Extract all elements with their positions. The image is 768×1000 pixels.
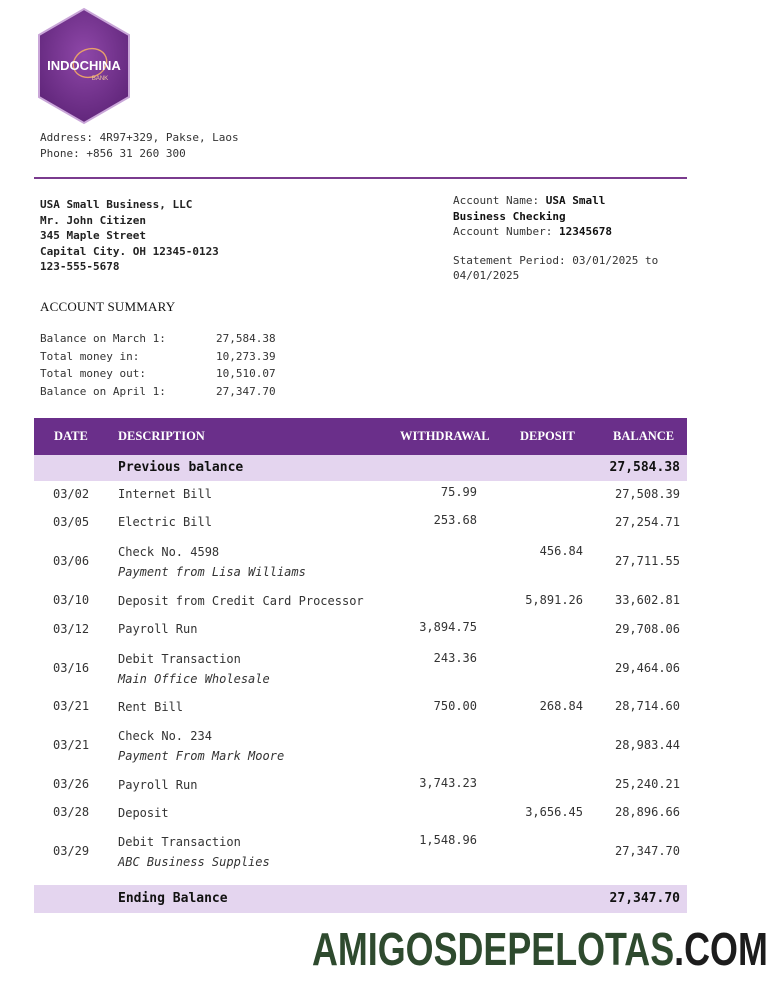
bank-contact [40,130,239,162]
row-balance: 29,708.06 [614,622,680,636]
header-divider [34,177,687,179]
row-date: 03/21 [53,699,90,713]
ending-balance-row [34,885,687,913]
previous-balance-label: Previous balance [118,460,244,475]
row-date: 03/10 [53,593,90,607]
ending-balance-value: 27,347.70 [609,891,680,906]
bank-logo-sub: BANK [91,76,109,82]
watermark [312,922,768,976]
header-balance: BALANCE [613,429,675,443]
customer-line: USA Small Business, LLC [40,198,193,211]
previous-balance-row [34,455,687,481]
summary-label: Total money out: [40,367,146,380]
summary-value: 10,273.39 [216,349,276,363]
row-description-detail: Payment from Lisa Williams [118,565,306,579]
row-deposit: 3,656.45 [525,805,583,819]
row-balance: 27,254.71 [614,515,680,529]
summary-value: 27,584.38 [216,332,276,345]
row-description-detail: ABC Business Supplies [118,855,270,869]
row-balance: 28,983.44 [614,738,680,752]
row-date: 03/05 [53,515,90,529]
row-description: Internet Bill [118,487,212,501]
customer-line: Capital City. OH 12345-0123 [40,244,219,258]
account-name-label: Account Name: [453,194,540,207]
row-description: Debit Transaction [118,835,241,849]
account-number-label: Account Number: [453,225,553,238]
row-withdrawal: 3,894.75 [419,620,477,634]
row-balance: 28,714.60 [614,699,680,713]
account-name-value: USA Small [545,194,606,207]
header-date: DATE [54,429,88,443]
customer-line: Mr. John Citizen [40,213,146,227]
row-description: Payroll Run [118,778,198,792]
row-date: 03/12 [53,622,90,636]
row-description: Debit Transaction [118,652,241,666]
row-description: Deposit [118,806,169,820]
row-description-detail: Payment From Mark Moore [118,749,285,763]
row-deposit: 5,891.26 [525,593,583,607]
account-summary [40,330,276,400]
row-balance: 27,711.55 [614,554,680,568]
summary-label: Total money in: [40,349,140,363]
summary-value: 10,510.07 [216,367,276,380]
row-deposit: 456.84 [539,544,583,558]
header-deposit: DEPOSIT [520,429,575,443]
row-date: 03/06 [53,554,90,568]
table-header [34,418,687,455]
row-withdrawal: 750.00 [433,699,477,713]
bank-logo-text: INDOCHINA [47,58,121,73]
row-balance: 27,347.70 [614,844,680,858]
account-info [453,193,693,284]
row-balance: 25,240.21 [614,777,680,791]
row-balance: 27,508.39 [614,487,680,501]
row-withdrawal: 75.99 [440,485,477,499]
watermark-main: AMIGOSDEPELOTAS [312,923,675,975]
row-withdrawal: 3,743.23 [419,776,477,790]
header-description: DESCRIPTION [118,429,205,443]
account-name-value-2: Business Checking [453,209,566,223]
row-withdrawal: 253.68 [433,513,477,527]
bank-address: Address: 4R97+329, Pakse, Laos [40,131,239,144]
summary-row [40,330,276,348]
watermark-tld: .COM [674,923,768,975]
bank-phone: Phone: +856 31 260 300 [40,147,186,160]
row-date: 03/16 [53,661,90,675]
row-description: Payroll Run [118,622,198,636]
statement-period-end: 04/01/2025 [453,269,520,282]
row-balance: 29,464.06 [614,661,680,675]
row-description: Check No. 234 [118,729,212,743]
row-description: Check No. 4598 [118,545,220,559]
row-date: 03/21 [53,738,90,752]
row-date: 03/28 [53,805,90,819]
summary-row [40,383,276,401]
bank-logo [34,6,134,126]
row-description-detail: Main Office Wholesale [118,672,270,686]
header-withdrawal: WITHDRAWAL [400,429,490,443]
row-date: 03/29 [53,844,90,858]
row-deposit: 268.84 [539,699,583,713]
bank-logo-hexagon [34,6,134,126]
row-description: Deposit from Credit Card Processor [118,594,364,608]
customer-line: 123-555-5678 [40,260,120,273]
statement-period: Statement Period: 03/01/2025 to [453,253,659,267]
summary-label: Balance on April 1: [40,384,166,398]
customer-address [40,197,219,275]
ending-balance-label: Ending Balance [118,891,228,906]
row-description: Electric Bill [118,515,212,529]
summary-value: 27,347.70 [216,384,276,398]
account-number-value: 12345678 [558,225,612,238]
row-date: 03/26 [53,777,90,791]
row-date: 03/02 [53,487,90,501]
row-withdrawal: 1,548.96 [419,833,477,847]
summary-title: ACCOUNT SUMMARY [40,299,176,314]
customer-line: 345 Maple Street [40,229,146,242]
row-description: Rent Bill [118,700,184,714]
summary-row [40,365,276,383]
summary-row [40,348,276,366]
row-withdrawal: 243.36 [433,651,477,665]
summary-label: Balance on March 1: [40,332,166,345]
row-balance: 33,602.81 [614,593,680,607]
previous-balance-value: 27,584.38 [609,460,680,475]
row-balance: 28,896.66 [614,805,680,819]
